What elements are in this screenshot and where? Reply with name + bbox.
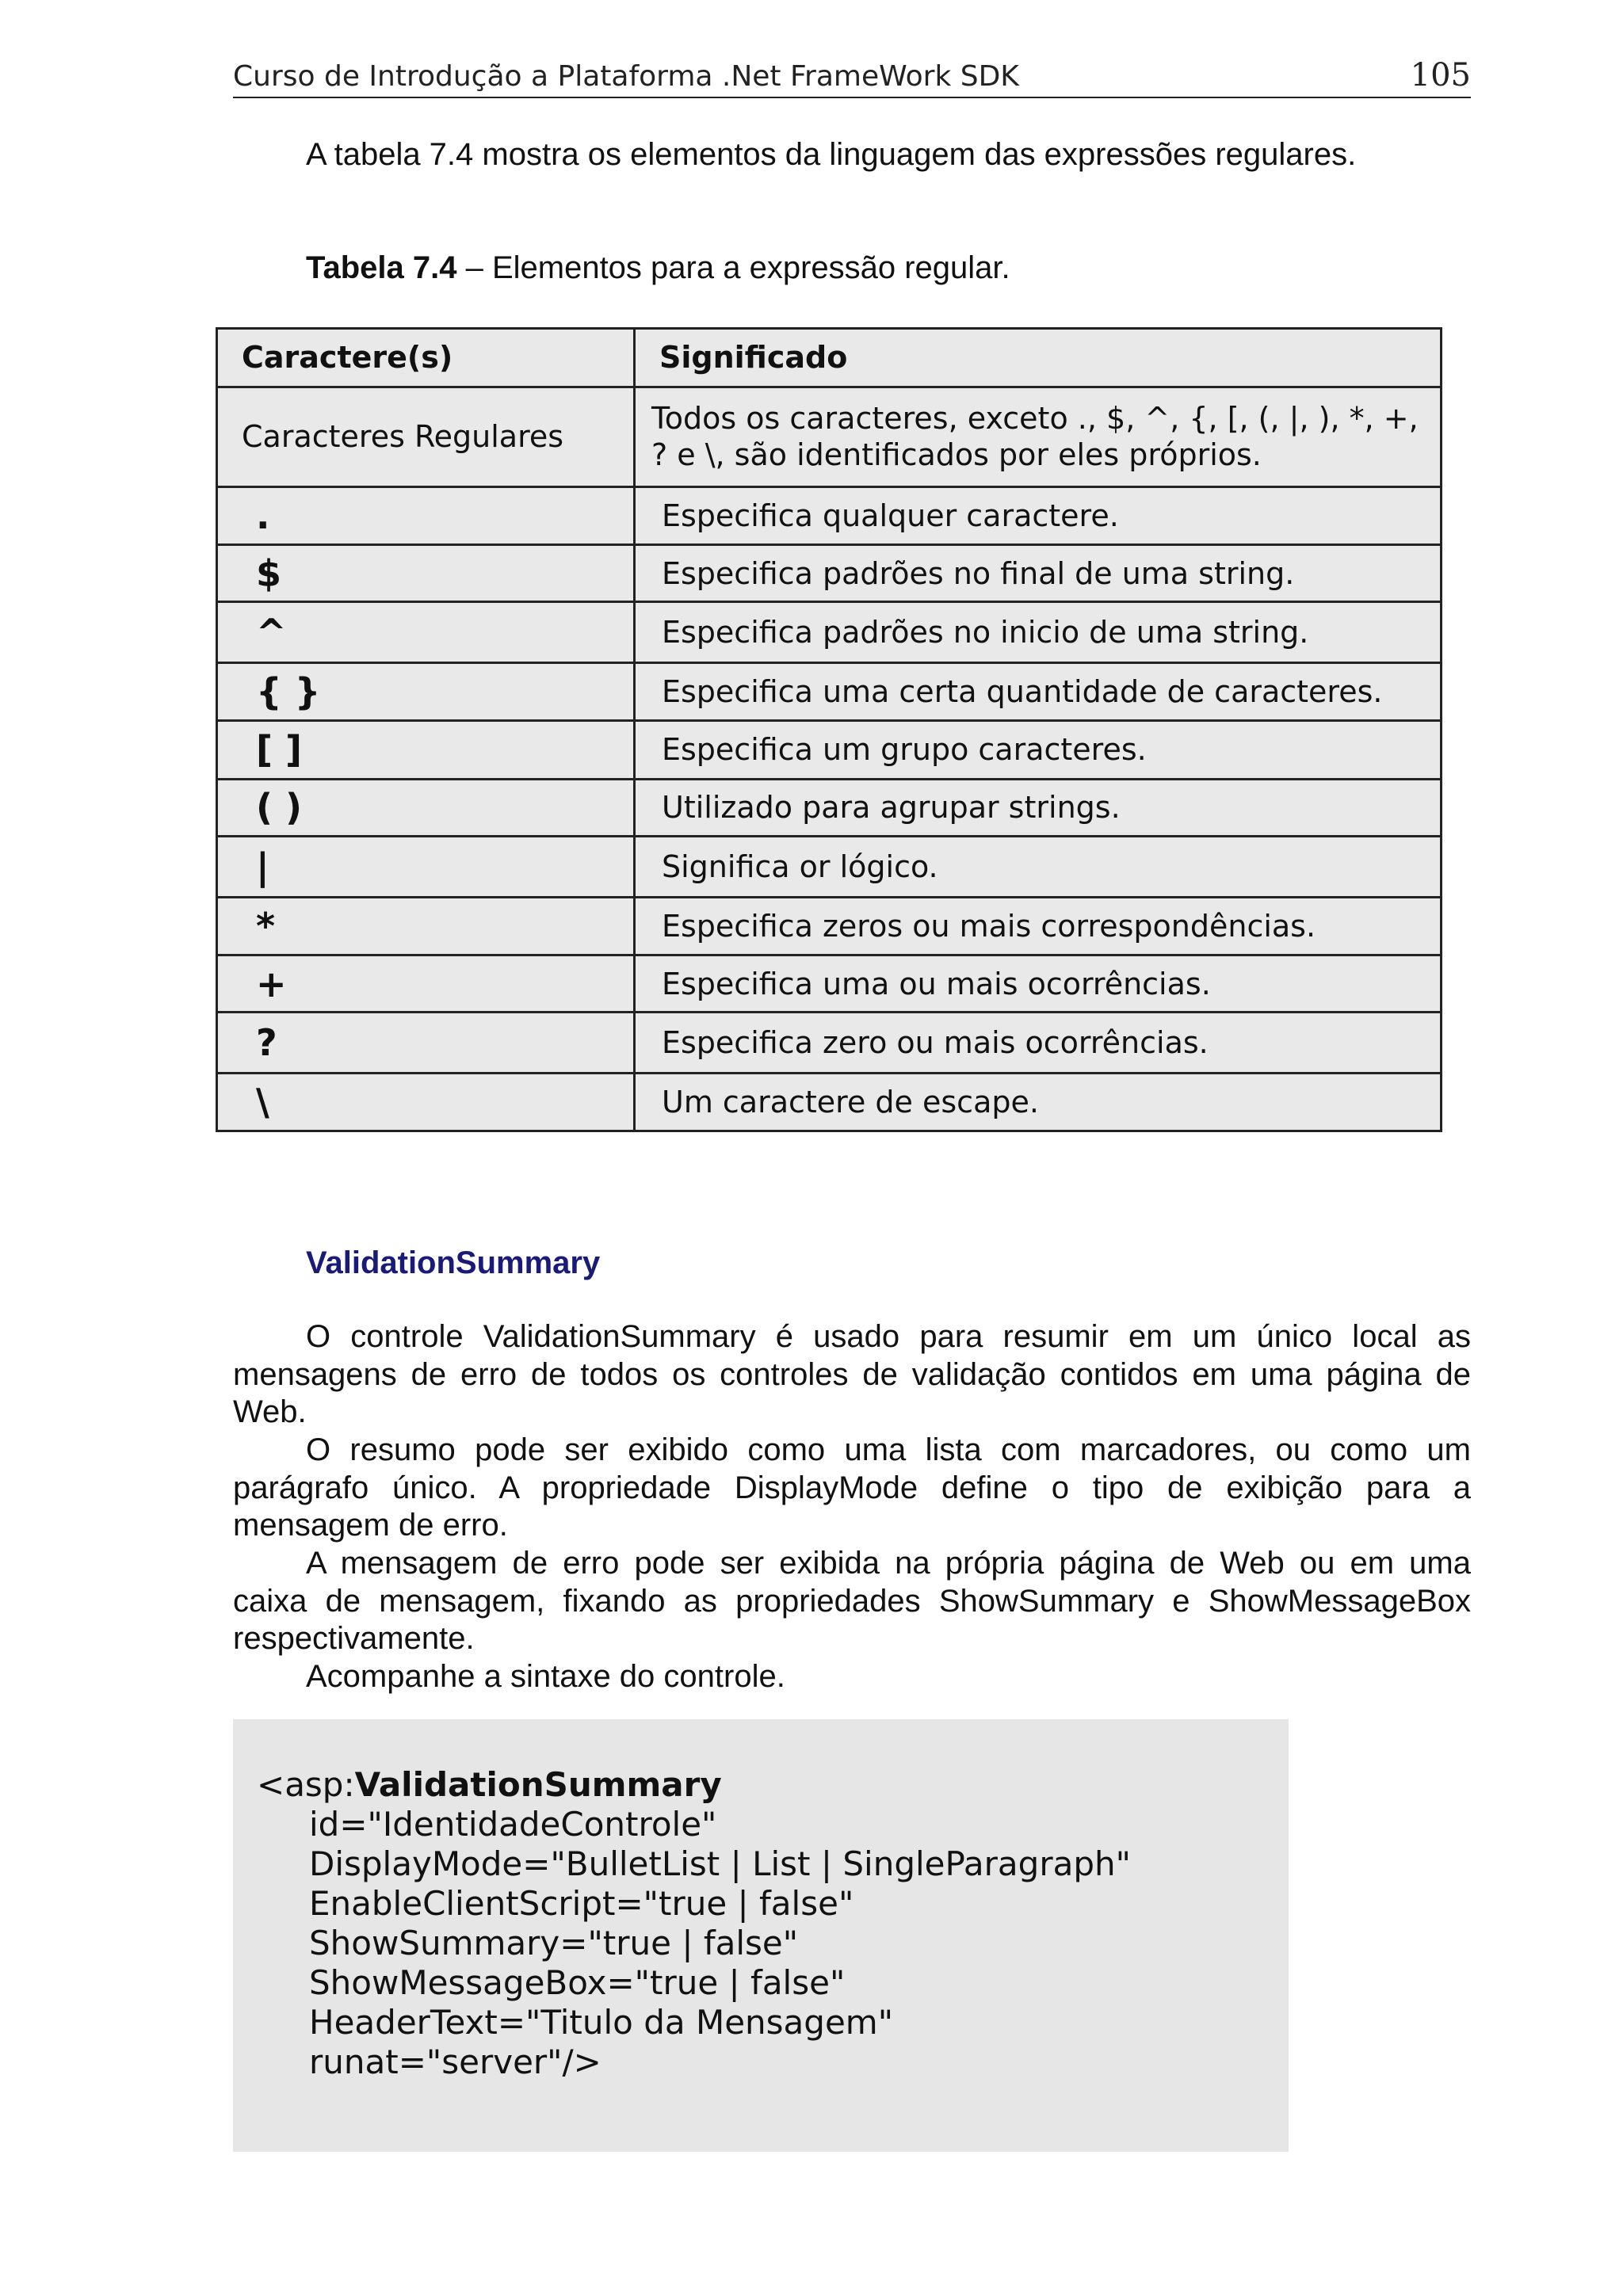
meaning-cell: Especifica uma certa quantidade de caracteres.	[635, 663, 1442, 721]
symbol-cell: +	[217, 955, 635, 1013]
header-title: Curso de Introdução a Plataforma .Net FrameWork SDK	[233, 60, 1019, 93]
regex-elements-table	[216, 327, 1442, 1132]
table-row	[217, 1013, 1442, 1074]
table-row	[217, 955, 1442, 1013]
meaning-cell: Significa or lógico.	[635, 837, 1442, 898]
code-line: HeaderText="Titulo da Mensagem"	[309, 2003, 894, 2042]
table-row	[217, 486, 1442, 544]
symbol-cell: [ ]	[217, 720, 635, 779]
symbol-cell: Caracteres Regulares	[217, 387, 635, 486]
table-row	[217, 837, 1442, 898]
code-open-tag	[257, 1765, 722, 1804]
paragraph-line: caixa de mensagem, fixando as propriedades ShowSummary e ShowMessageBox	[233, 1583, 1471, 1619]
intro-text: A tabela 7.4 mostra os elementos da linguagem das expressões regulares.	[306, 137, 1357, 172]
caption-text: – Elementos para a expressão regular.	[456, 250, 1010, 285]
code-line: EnableClientScript="true | false"	[309, 1884, 854, 1923]
meaning-cell: Especifica um grupo caracteres.	[635, 720, 1442, 779]
symbol-cell: ?	[217, 1013, 635, 1074]
symbol-cell: ^	[217, 602, 635, 663]
code-line: ShowMessageBox="true | false"	[309, 1963, 846, 2002]
table-row	[217, 544, 1442, 602]
meaning-cell: Utilizado para agrupar strings.	[635, 779, 1442, 837]
table-row	[217, 663, 1442, 721]
page-header	[233, 55, 1471, 98]
paragraph-1	[233, 1318, 1471, 1432]
meaning-cell: Especifica qualquer caractere.	[635, 486, 1442, 544]
paragraph-line: parágrafo único. A propriedade DisplayMode define o tipo de exibição para a	[233, 1470, 1471, 1505]
code-line: runat="server"/>	[309, 2042, 601, 2081]
code-block	[233, 1719, 1289, 2152]
paragraph-line: A mensagem de erro pode ser exibida na própria página de Web ou em uma	[306, 1546, 1471, 1581]
symbol-cell: .	[217, 486, 635, 544]
table-header-row	[217, 329, 1442, 387]
paragraph-line: Web.	[233, 1394, 307, 1429]
meaning-cell: Especifica padrões no inicio de uma string.	[635, 602, 1442, 663]
code-tag-prefix: <asp:	[257, 1765, 355, 1804]
meaning-cell: Especifica uma ou mais ocorrências.	[635, 955, 1442, 1013]
paragraph-line: respectivamente.	[233, 1621, 475, 1656]
paragraph-line: mensagens de erro de todos os controles de validação contidos em uma página de	[233, 1356, 1471, 1392]
table-row	[217, 1074, 1442, 1131]
column-header: Caractere(s)	[217, 329, 635, 387]
symbol-cell: { }	[217, 663, 635, 721]
symbol-cell: $	[217, 544, 635, 602]
meaning-cell: Especifica zero ou mais ocorrências.	[635, 1013, 1442, 1074]
table-row	[217, 897, 1442, 955]
meaning-cell: Um caractere de escape.	[635, 1074, 1442, 1131]
paragraph-line: O controle ValidationSummary é usado para resumir em um único local as	[306, 1319, 1471, 1354]
paragraph-3	[233, 1545, 1471, 1658]
symbol-cell: ( )	[217, 779, 635, 837]
table-row	[217, 720, 1442, 779]
paragraph-4	[233, 1658, 1471, 1696]
meaning-cell: Especifica zeros ou mais correspondências.	[635, 897, 1442, 955]
code-line: ShowSummary="true | false"	[309, 1924, 799, 1962]
paragraph-2	[233, 1432, 1471, 1545]
code-tag-name: ValidationSummary	[354, 1765, 722, 1804]
paragraph-line: O resumo pode ser exibido como uma lista com marcadores, ou como um	[306, 1432, 1471, 1467]
paragraph-line: Acompanhe a sintaxe do controle.	[306, 1659, 785, 1694]
symbol-cell: |	[217, 837, 635, 898]
column-header: Significado	[635, 329, 1442, 387]
paragraph-line: mensagem de erro.	[233, 1508, 508, 1543]
code-line: id="IdentidadeControle"	[309, 1805, 717, 1844]
table-caption	[306, 250, 1010, 286]
table-row	[217, 387, 1442, 486]
section-title: ValidationSummary	[306, 1245, 601, 1280]
table-row	[217, 779, 1442, 837]
table-row	[217, 602, 1442, 663]
meaning-cell: Todos os caracteres, exceto ., $, ^, {, [, (, |, ), *, +, ? e \, são identificados por eles próprios.	[635, 387, 1442, 486]
caption-label: Tabela 7.4	[306, 250, 457, 285]
symbol-cell: \	[217, 1074, 635, 1131]
page-number: 105	[1410, 57, 1471, 93]
code-line: DisplayMode="BulletList | List | SingleParagraph"	[309, 1844, 1131, 1883]
meaning-cell: Especifica padrões no final de uma string.	[635, 544, 1442, 602]
symbol-cell: *	[217, 897, 635, 955]
